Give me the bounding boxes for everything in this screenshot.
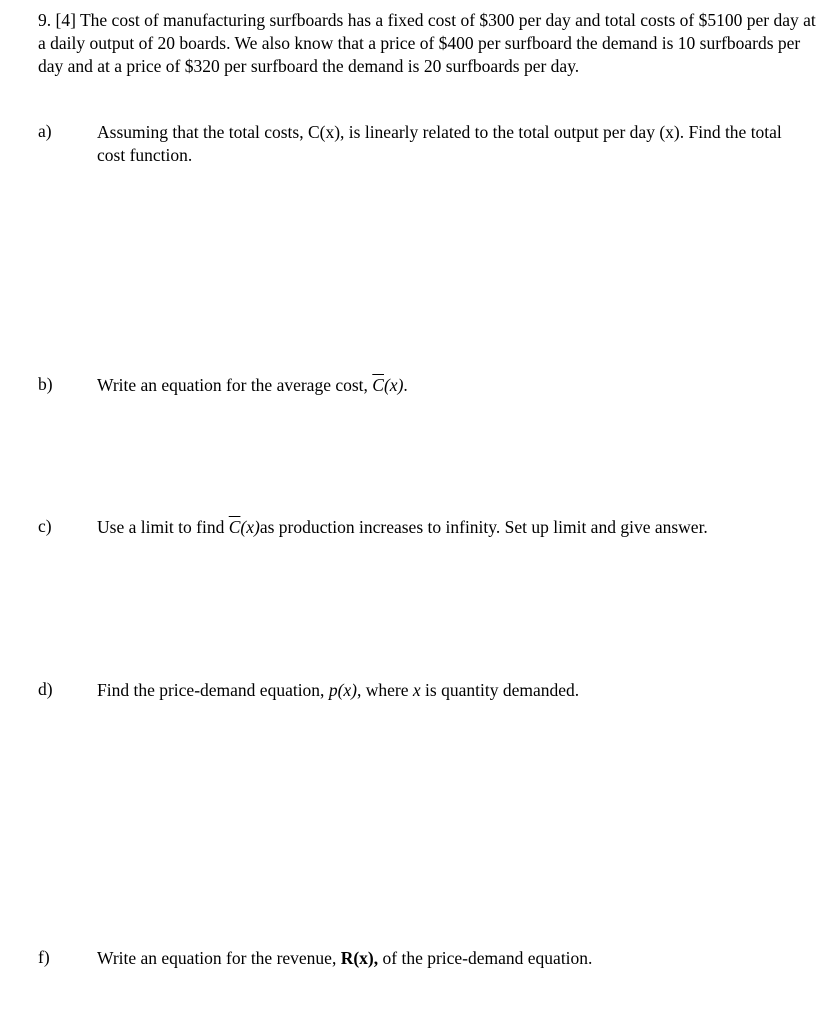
part-b-text-before: Write an equation for the average cost, [97, 375, 373, 395]
part-c-text [97, 516, 809, 539]
part-a-label: a) [38, 121, 52, 141]
part-c-text-before: Use a limit to find [97, 517, 229, 537]
part-b-text-after: . [403, 375, 408, 395]
average-cost-symbol: $\overline{C}$ [228, 517, 241, 537]
quantity-variable: x [412, 680, 421, 700]
problem-statement: 9. [4] The cost of manufacturing surfboards has a fixed cost of $300 per day and total costs of $5100 per day at a daily output of 20 boards. We also know that a price of $400 per surfboard the demand is 10 surfboards per day and at a price of $320 per surfboard the demand is 20 surfboards per day. [38, 10, 816, 76]
part-f-text-after: of the price-demand equation. [378, 948, 593, 968]
part-d-text-after: is quantity demanded. [420, 680, 580, 700]
part-d-text-mid: , where [357, 680, 413, 700]
part-d-text [97, 679, 809, 702]
part-c-label: c) [38, 516, 52, 536]
part-b-label: b) [38, 374, 53, 394]
average-cost-symbol: $\overline{C}$ [372, 375, 384, 395]
average-cost-argument: (x) [383, 375, 404, 395]
part-d-label: d) [38, 679, 53, 699]
average-cost-argument: (x) [240, 517, 260, 537]
part-d-text-before: Find the price-demand equation, [97, 680, 329, 700]
revenue-function-symbol: R(x), [340, 948, 379, 968]
part-c-text-after: as production increases to infinity. Set up limit and give answer. [259, 517, 708, 537]
price-function-symbol: p(x) [328, 680, 357, 700]
part-b-text [97, 374, 809, 397]
part-a-text: Assuming that the total costs, C(x), is linearly related to the total output per day (x). Find the total cost function. [97, 122, 782, 165]
part-f-label: f) [38, 947, 50, 967]
part-f-text-before: Write an equation for the revenue, [97, 948, 341, 968]
part-f-text [97, 947, 809, 970]
